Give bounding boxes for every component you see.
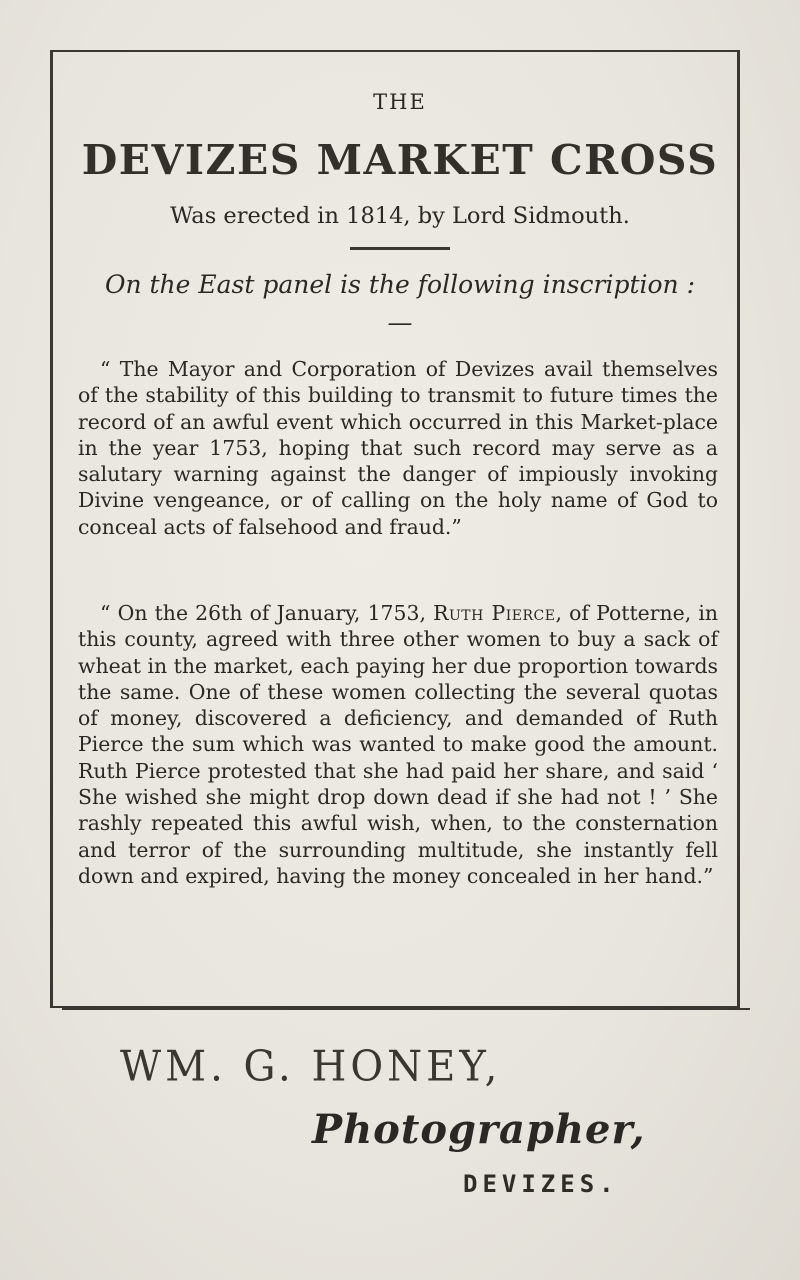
paragraph-2-start: “ On the 26th of January, 1753,	[100, 601, 434, 625]
photographer-name: WM. G. HONEY,	[120, 1042, 502, 1092]
bottom-divider	[62, 1008, 750, 1010]
heading-small: THE	[373, 90, 427, 114]
page-title: DEVIZES MARKET CROSS	[81, 136, 719, 184]
paragraph-2-rest: , of Potterne, in this county, agreed with three other women to buy a sack of wheat in the market, each paying her due proportion towards the same. One of these women collecting the several quotas of money, discovered a deficiency, and demanded of Ruth Pierce the sum which was wanted to make good the amount. Ruth Pierce protested that she had paid her share, and said ‘ She wished she might drop down dead if she had not ! ’ She rashly repeated this awful wish, when, to the consternation and terror of the surrounding multitude, she instantly fell down and expired, having the money concealed in her hand.”	[78, 601, 718, 888]
inscription-paragraph-2	[78, 600, 718, 889]
subtitle: Was erected in 1814, by Lord Sidmouth.	[170, 203, 630, 229]
italic-heading: On the East panel is the following inscription :—	[104, 270, 696, 337]
ruth-pierce-name: Ruth Pierce	[433, 601, 556, 625]
divider	[350, 247, 450, 250]
studio-town: DEVIZES.	[463, 1170, 619, 1198]
photographer-title: Photographer,	[312, 1106, 646, 1153]
inscription-paragraph-1: “ The Mayor and Corporation of Devizes avail themselves of the stability of this building to transmit to future times the record of an awful event which occurred in this Market-place in the year 1753, hoping that such record may serve as a salutary warning against the danger of impiously invoking Divine vengeance, or of calling on the holy name of God to conceal acts of falsehood and fraud.”	[78, 357, 718, 539]
